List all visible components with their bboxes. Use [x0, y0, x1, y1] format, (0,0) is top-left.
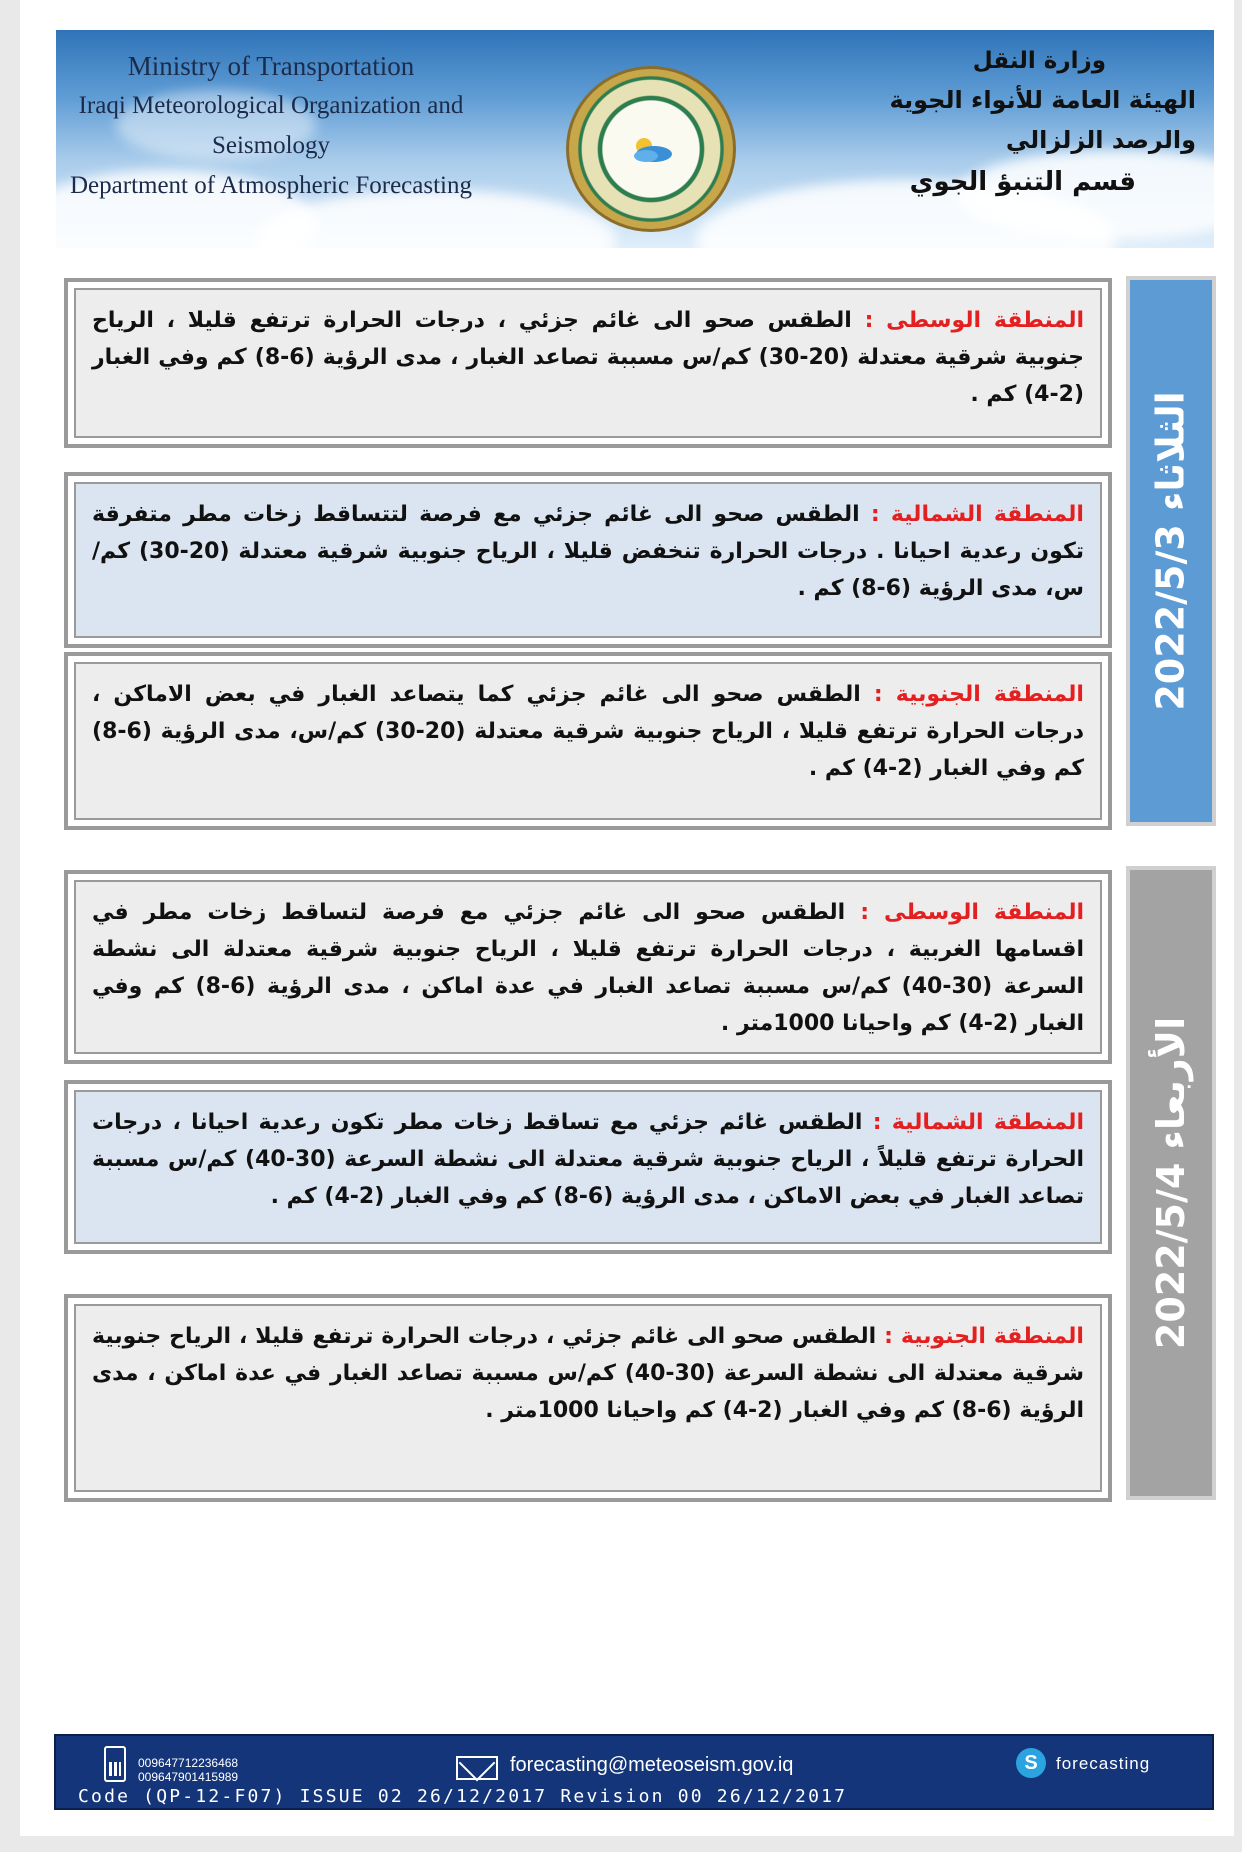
forecast-text: الطقس صحو الى غائم جزئي مع فرصة لتتساقط زخات مطر متفرقة تكون رعدية احيانا . درجات الحرارة تنخفض قليلا ، الرياح جنوبية شرقية معتدلة (20-30) كم/س، مدى الرؤية (6-8) كم . [92, 502, 1084, 601]
ministry-name-en: Ministry of Transportation [127, 51, 415, 81]
day2-central-forecast [64, 870, 1112, 1064]
skype-icon: S [1016, 1748, 1046, 1778]
logo-seal [566, 66, 736, 232]
header-banner [56, 30, 1214, 248]
document-code: Code (QP-12-F07) ISSUE 02 26/12/2017 Revision 00 26/12/2017 [78, 1786, 848, 1807]
region-label: المنطقة الوسطى : [860, 900, 1085, 925]
phone-number-1: 009647712236468 [138, 1756, 239, 1770]
day2-date-bar [1126, 866, 1216, 1500]
footer-bar [54, 1734, 1214, 1810]
region-label: المنطقة الجنوبية : [873, 682, 1084, 707]
region-label: المنطقة الشمالية : [872, 1110, 1084, 1135]
department-name-ar: قسم التنبؤ الجوي [909, 167, 1136, 197]
forecast-text: الطقس صحو الى غائم جزئي مع فرصة لتساقط زخات مطر في اقسامها الغربية ، درجات الحرارة ترتفع قليلا ، الرياح جنوبية شرقية معتدلة الى نشطة السرعة (30-40) كم/س مسببة تصاعد الغبار في عدة اماكن ، مدى الرؤية (6-8) كم وفي الغبار (2-4) كم واحيانا 1000متر . [92, 900, 1084, 1036]
organization-name-en: Iraqi Meteorological Organization and Seismology [78, 92, 464, 159]
cloud-sun-icon [626, 134, 676, 164]
organization-name-ar: الهيئة العامة للأنواء الجوية والرصد الزلزالي [889, 86, 1196, 154]
ministry-name-ar: وزارة النقل [972, 48, 1106, 74]
skype-handle[interactable]: forecasting [1056, 1754, 1151, 1773]
day1-northern-forecast [64, 472, 1112, 648]
forecast-text: الطقس صحو الى غائم جزئي ، درجات الحرارة ترتفع قليلا ، الرياح جنوبية شرقية معتدلة (20-30) كم/س مسببة تصاعد الغبار ، مدى الرؤية (6-8) كم وفي الغبار (2-4) كم . [92, 308, 1085, 407]
bulletin-page [20, 0, 1234, 1836]
forecast-text: الطقس غائم جزئي مع تساقط زخات مطر تكون رعدية احيانا ، درجات الحرارة ترتفع قليلاً ، الرياح جنوبية شرقية معتدلة الى نشطة السرعة (30-40) كم/س مسببة تصاعد الغبار في بعض الاماكن ، مدى الرؤية (6-8) كم وفي الغبار (2-4) كم . [92, 1110, 1084, 1209]
day1-date-label: الثلاثاء 2022/5/3 [1149, 391, 1194, 711]
day2-date-label: الأربعاء 2022/5/4 [1149, 1016, 1193, 1350]
day1-southern-forecast [64, 652, 1112, 830]
day2-southern-forecast [64, 1294, 1112, 1502]
phone-numbers [138, 1756, 238, 1784]
arabic-header [816, 42, 1196, 204]
forecast-text: الطقس صحو الى غائم جزئي كما يتصاعد الغبار في بعض الاماكن ، درجات الحرارة ترتفع قليلا ، الرياح جنوبية شرقية معتدلة (20-30) كم/س، مدى الرؤية (6-8) كم وفي الغبار (2-4) كم . [92, 682, 1084, 781]
day1-central-forecast [64, 278, 1112, 448]
region-label: المنطقة الشمالية : [870, 502, 1084, 527]
email-link[interactable]: forecasting@meteoseism.gov.iq [510, 1754, 794, 1776]
region-label: المنطقة الوسطى : [864, 308, 1084, 333]
region-label: المنطقة الجنوبية : [884, 1324, 1084, 1349]
phone-number-2: 009647901415989 [138, 1770, 239, 1784]
day2-northern-forecast [64, 1080, 1112, 1254]
phone-icon [104, 1746, 126, 1782]
forecast-text: الطقس صحو الى غائم جزئي ، درجات الحرارة ترتفع قليلا ، الرياح جنوبية شرقية معتدلة الى نشطة السرعة (30-40) كم/س مسببة تصاعد الغبار في عدة اماكن ، مدى الرؤية (6-8) كم وفي الغبار (2-4) كم واحيانا 1000متر . [92, 1324, 1084, 1423]
mail-icon [456, 1756, 498, 1780]
department-name-en: Department of Atmospheric Forecasting [70, 172, 472, 199]
english-header [56, 46, 486, 206]
day1-date-bar [1126, 276, 1216, 826]
